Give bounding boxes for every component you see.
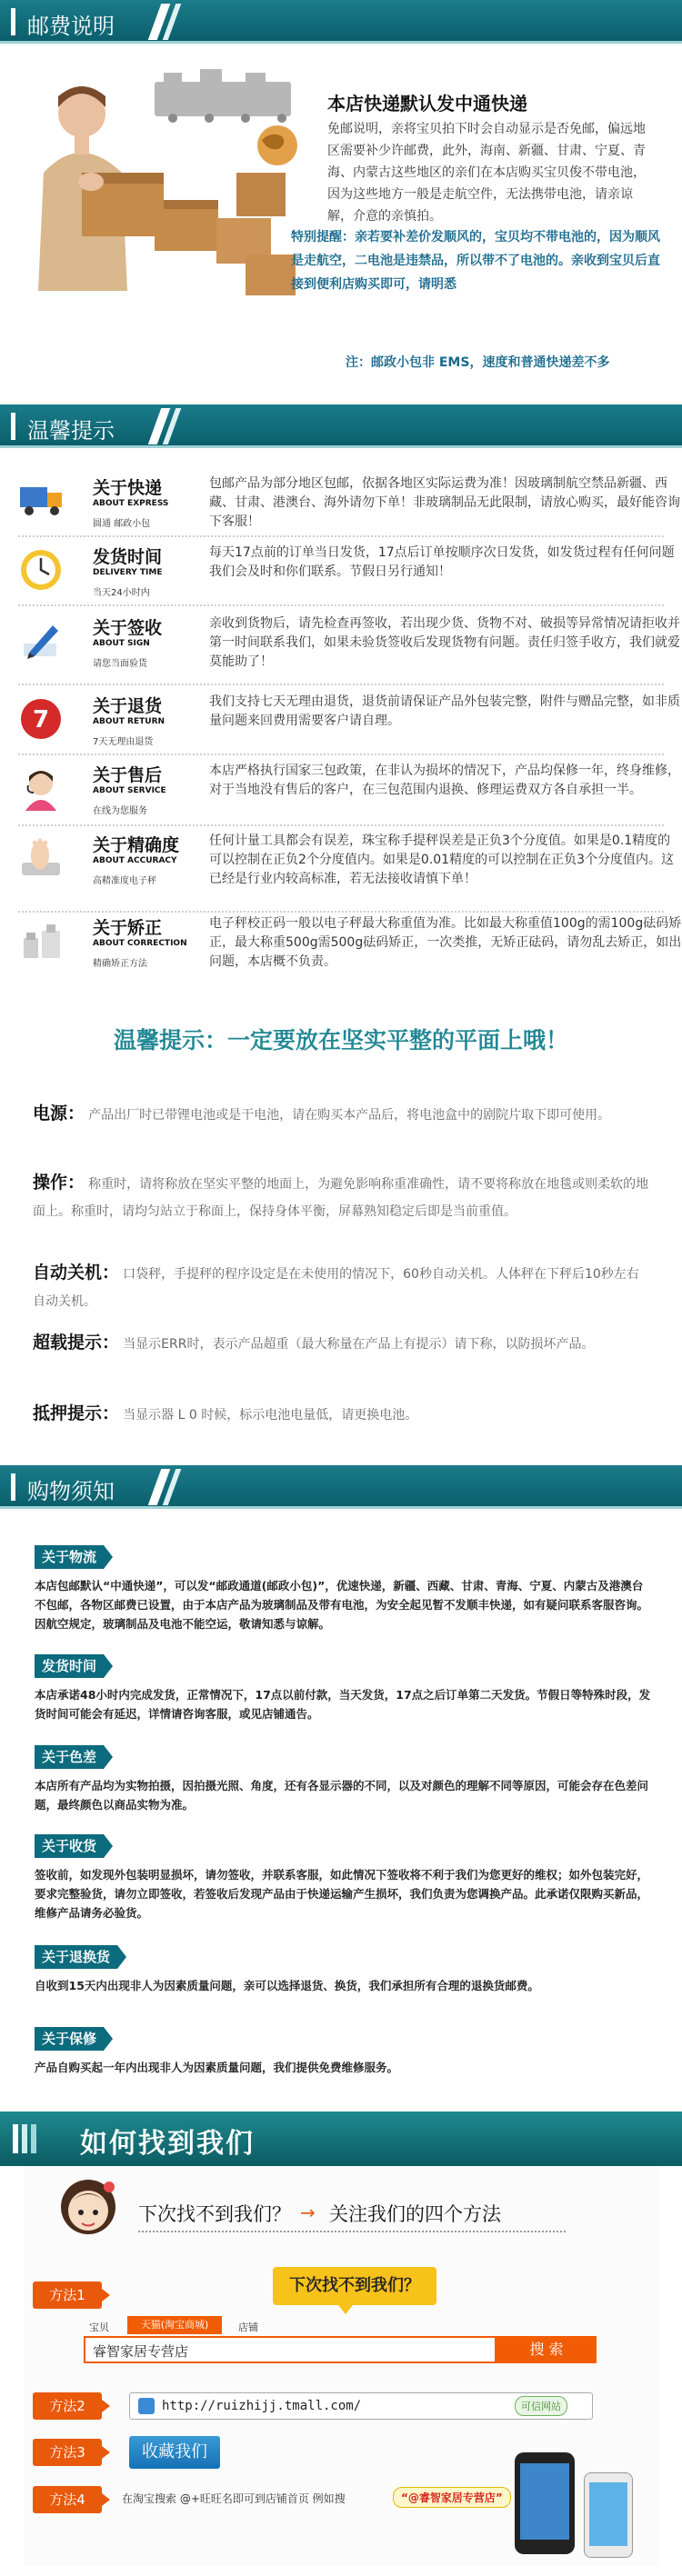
buy-label-logistics: 关于物流 xyxy=(35,1545,104,1569)
method-3-tag: 方法3 xyxy=(33,2439,102,2466)
tip-sub: 当天24小时内 xyxy=(93,588,150,598)
buy-body-returns: 自收到15天内出现非人为因素质量问题，亲可以选择退货、换货，我们承担所有合理的退换货邮费。 xyxy=(35,1979,539,1992)
search-tab-items[interactable]: 宝贝 xyxy=(89,2321,109,2333)
find-bubble: 下次找不到我们？ xyxy=(273,2267,436,2305)
usage-operation xyxy=(33,1169,651,1225)
tip-sub: 精确矫正方法 xyxy=(93,959,147,969)
find-us-title: 如何找到我们 xyxy=(80,2128,255,2160)
usage-body: 称重时，请将称放在坚实平整的地面上，为避免影响称重准确性，请不要将称放在地毯或则柔软的地面上。称重时，请均匀站立于称面上，保持身体平衡，屏幕熟知稳定后即是当前重值。 xyxy=(33,1177,649,1219)
tip-title: 关于精确度 xyxy=(93,835,180,855)
buy-header-title: 购物须知 xyxy=(27,1479,115,1504)
usage-power xyxy=(33,1100,651,1129)
usage-body: 产品出厂时已带锂电池或是干电池，请在购买本产品后，将电池盒中的剧院片取下即可使用。 xyxy=(88,1108,611,1123)
tip-title: 关于矫正 xyxy=(93,918,163,938)
clock-icon xyxy=(18,547,64,593)
tip-title: 关于快递 xyxy=(93,478,163,498)
stripes-icon xyxy=(13,2124,49,2153)
buy-label-shipping-time: 发货时间 xyxy=(35,1654,104,1678)
phone-image xyxy=(584,2472,633,2558)
tip-en: ABOUT SERVICE xyxy=(93,786,166,795)
usage-overload xyxy=(33,1329,651,1358)
tip-en: ABOUT RETURN xyxy=(93,717,165,726)
tip-sub: 7天无理由退货 xyxy=(93,737,154,747)
svg-text:7: 7 xyxy=(32,706,50,734)
buy-label-receipt: 关于收货 xyxy=(35,1834,104,1858)
buy-body-warranty: 产品自购买起一年内出现非人为因素质量问题，我们提供免费维修服务。 xyxy=(35,2061,399,2074)
usage-auto-off xyxy=(33,1259,651,1315)
tip-sub: 请您当面验货 xyxy=(93,659,147,669)
buy-body-logistics: 本店包邮默认“中通快递”，可以发“邮政通道(邮政小包)”，优速快递，新疆、西藏、甘肃、青海、宁夏、内蒙古及港澳台不包邮，各物区邮费已设置，由于本店产品为玻璃制品及带有电池，为安全起见暂不发顺丰快递，如有疑问联系客服咨询。因航空规定，玻璃制品及电池不能空运，敬请知悉与谅解。 xyxy=(35,1579,649,1631)
search-tab-tmall[interactable]: 天猫(淘宝商城) xyxy=(127,2316,222,2334)
favorite-button[interactable]: 收藏我们 xyxy=(129,2436,220,2469)
tip-sub: 在线为您服务 xyxy=(93,806,147,816)
stable-surface-banner: 温馨提示：一定要放在坚实平整的平面上哦！ xyxy=(113,1027,568,1053)
tip-body: 每天17点前的订单当日发货，17点后订单按顺序次日发货，如发货过程有任何问题我们会及时和你们联系。节假日另行通知！ xyxy=(209,545,675,579)
header-bar xyxy=(11,1473,15,1501)
tip-en: ABOUT SIGN xyxy=(93,639,150,648)
buy-header xyxy=(0,1465,682,1509)
divider xyxy=(18,604,664,606)
usage-head: 电源： xyxy=(33,1103,85,1123)
arrow-icon: → xyxy=(300,2202,316,2223)
method-4-example: “@睿智家居专营店” xyxy=(393,2487,511,2508)
trusted-site-badge: 可信网站 xyxy=(515,2396,567,2416)
divider xyxy=(18,754,664,755)
search-button[interactable]: 搜 索 xyxy=(496,2336,597,2363)
tips-header-title: 温馨提示 xyxy=(27,418,115,444)
tip-body: 包邮产品为部分地区包邮，依据各地区实际运费为准！因玻璃制航空禁品新疆、西藏、甘肃、港澳台、海外请勿下单！非玻璃制品无此限制，请放心购买，最好能咨询下客服！ xyxy=(209,476,680,529)
usage-body: 当显示ERR时，表示产品超重（最大称量在产品上有提示）请下称，以防损坏产品。 xyxy=(123,1337,595,1352)
divider xyxy=(138,2231,566,2232)
tip-body: 电子秤校正码一般以电子秤最大称重值为准。比如最大称重值100g的需100g砝码矫正，最大称重500g需500g砝码矫正，一次类推，无矫正砝码，请勿乱去矫正，如出问题，本店概不负责。 xyxy=(209,916,682,969)
tip-body: 本店严格执行国家三包政策，在非认为损坏的情况下，产品均保修一年，终身维修，对于当地没有售后的客户，在三包范围内退换、修理运费双方各自承担一半。 xyxy=(209,764,680,797)
tip-title: 发货时间 xyxy=(93,547,163,567)
divider xyxy=(18,824,664,826)
divider xyxy=(18,684,664,685)
usage-head: 操作： xyxy=(33,1173,85,1193)
customer-service-icon xyxy=(18,765,64,811)
tip-en: ABOUT EXPRESS xyxy=(93,499,169,508)
postage-header xyxy=(0,0,682,44)
tip-en: ABOUT CORRECTION xyxy=(93,939,187,948)
method-4-text: 在淘宝搜索 @+旺旺名即可到店铺首页 例如搜 xyxy=(122,2492,346,2505)
buy-body-color-difference: 本店所有产品均为实物拍摄，因拍摄光照、角度，还有各显示器的不同，以及对颜色的理解不同等原因，可能会存在色差问题，最终颜色以商品实物为准。 xyxy=(35,1779,649,1812)
buy-label-color-difference: 关于色差 xyxy=(35,1745,104,1769)
postage-title: 本店快递默认发中通快递 xyxy=(327,93,527,115)
calibration-weights-icon xyxy=(18,918,64,964)
foot-scale-icon xyxy=(18,835,64,881)
tip-title: 关于售后 xyxy=(93,765,163,785)
usage-body: 当显示器 L 0 时候，标示电池电量低，请更换电池。 xyxy=(123,1408,418,1423)
browser-page-icon xyxy=(138,2398,155,2414)
tip-sub: 高精准度电子秤 xyxy=(93,876,156,886)
find-slogan-b: 关注我们的四个方法 xyxy=(329,2203,501,2225)
tip-en: ABOUT ACCURACY xyxy=(93,856,177,865)
divider xyxy=(18,535,664,537)
girl-mascot-icon xyxy=(56,2174,120,2243)
usage-head: 自动关机： xyxy=(33,1263,120,1283)
truck-icon xyxy=(18,478,64,524)
tip-body: 亲收到货物后，请先检查再签收，若出现少货、货物不对、破损等异常情况请拒收并第一时间联系我们，如果未验货签收后发现货物有问题。责任归签手收方，我们就爱莫能助了！ xyxy=(209,616,680,669)
tip-body: 任何计量工具都会有误差，珠宝称手提秤误差是正负3个分度值。如果是0.1精度的可以控制在正负2个分度值内。如果是0.01精度的可以控制在正负3个分度值内。这已经是行业内较高标准，若无法接收请慎下单！ xyxy=(209,834,674,886)
postage-warning: 特别提醒：亲若要补差价发顺风的，宝贝均不带电池的，因为顺风是走航空，二电池是违禁品，所以带不了电池的。亲收到宝贝后直接到便利店购买即可，请明悉 xyxy=(291,230,660,292)
method-2-tag: 方法2 xyxy=(33,2392,102,2420)
tip-title: 关于签收 xyxy=(93,618,163,638)
phone-image xyxy=(515,2452,575,2554)
postage-header-title: 邮费说明 xyxy=(27,14,115,39)
search-input[interactable]: 睿智家居专营店 xyxy=(84,2336,496,2363)
usage-head: 抵押提示： xyxy=(33,1403,120,1423)
tip-title: 关于退货 xyxy=(93,696,163,716)
postage-body: 免邮说明，亲将宝贝拍下时会自动显示是否免邮，偏远地区需要补少许邮费，此外，海南、新疆、甘肃、宁夏、青海、内蒙古这些地区的亲们在本店购买宝贝俊不带电池，因为这些地方一般是走航空件，无法携带电池，请亲谅解，介意的亲慎拍。 xyxy=(327,122,646,224)
buy-label-returns: 关于退换货 xyxy=(35,1945,117,1969)
divider xyxy=(18,911,664,913)
usage-body: 口袋秤，手提秤的程序设定是在未使用的情况下，60秒自动关机。人体秤在下秤后10秒左右自动关机。 xyxy=(33,1267,639,1309)
tip-en: DELIVERY TIME xyxy=(93,568,163,577)
find-slogan-a: 下次找不到我们？ xyxy=(138,2203,291,2225)
usage-head: 超载提示： xyxy=(33,1333,120,1353)
usage-low-battery xyxy=(33,1400,651,1429)
method-1-tag: 方法1 xyxy=(33,2281,102,2309)
tip-body: 我们支持七天无理由退货，退货前请保证产品外包装完整，附件与赠品完整，如非质量问题来回费用需要客户请自理。 xyxy=(209,694,680,728)
postage-note: 注：邮政小包非 EMS，速度和普通快递差不多 xyxy=(346,355,610,370)
find-us-banner xyxy=(0,2112,682,2166)
method-4-tag: 方法4 xyxy=(33,2486,102,2513)
buy-body-receipt: 签收前，如发现外包装明显损坏，请勿签收，并联系客服，如此情况下签收将不利于我们为您更好的维权；如外包装完好，要求完整验货，请勿立即签收，若签收后发现产品由于快递运输产生损坏，我们负责为您调换产品。此承诺仅限购买新品，维修产品请务必验货。 xyxy=(35,1868,649,1920)
tips-header xyxy=(0,404,682,448)
search-tab-shops[interactable]: 店铺 xyxy=(238,2321,258,2333)
store-url[interactable]: http://ruizhijj.tmall.com/ xyxy=(162,2399,362,2413)
buy-body-shipping-time: 本店承诺48小时内完成发货，正常情况下，17点以前付款，当天发货，17点之后订单第二天发货。节假日等特殊时段，发货时间可能会有延迟，详情请咨询客服，或见店铺通告。 xyxy=(35,1688,651,1721)
seven-day-return-icon xyxy=(18,696,64,742)
bubble-tail xyxy=(338,2305,353,2314)
tip-sub: 圆通 邮政小包 xyxy=(93,519,151,529)
courier-illustration xyxy=(18,64,309,309)
header-bar xyxy=(11,8,15,35)
buy-label-warranty: 关于保修 xyxy=(35,2027,104,2051)
header-bar xyxy=(11,413,15,440)
pen-icon xyxy=(18,618,64,664)
